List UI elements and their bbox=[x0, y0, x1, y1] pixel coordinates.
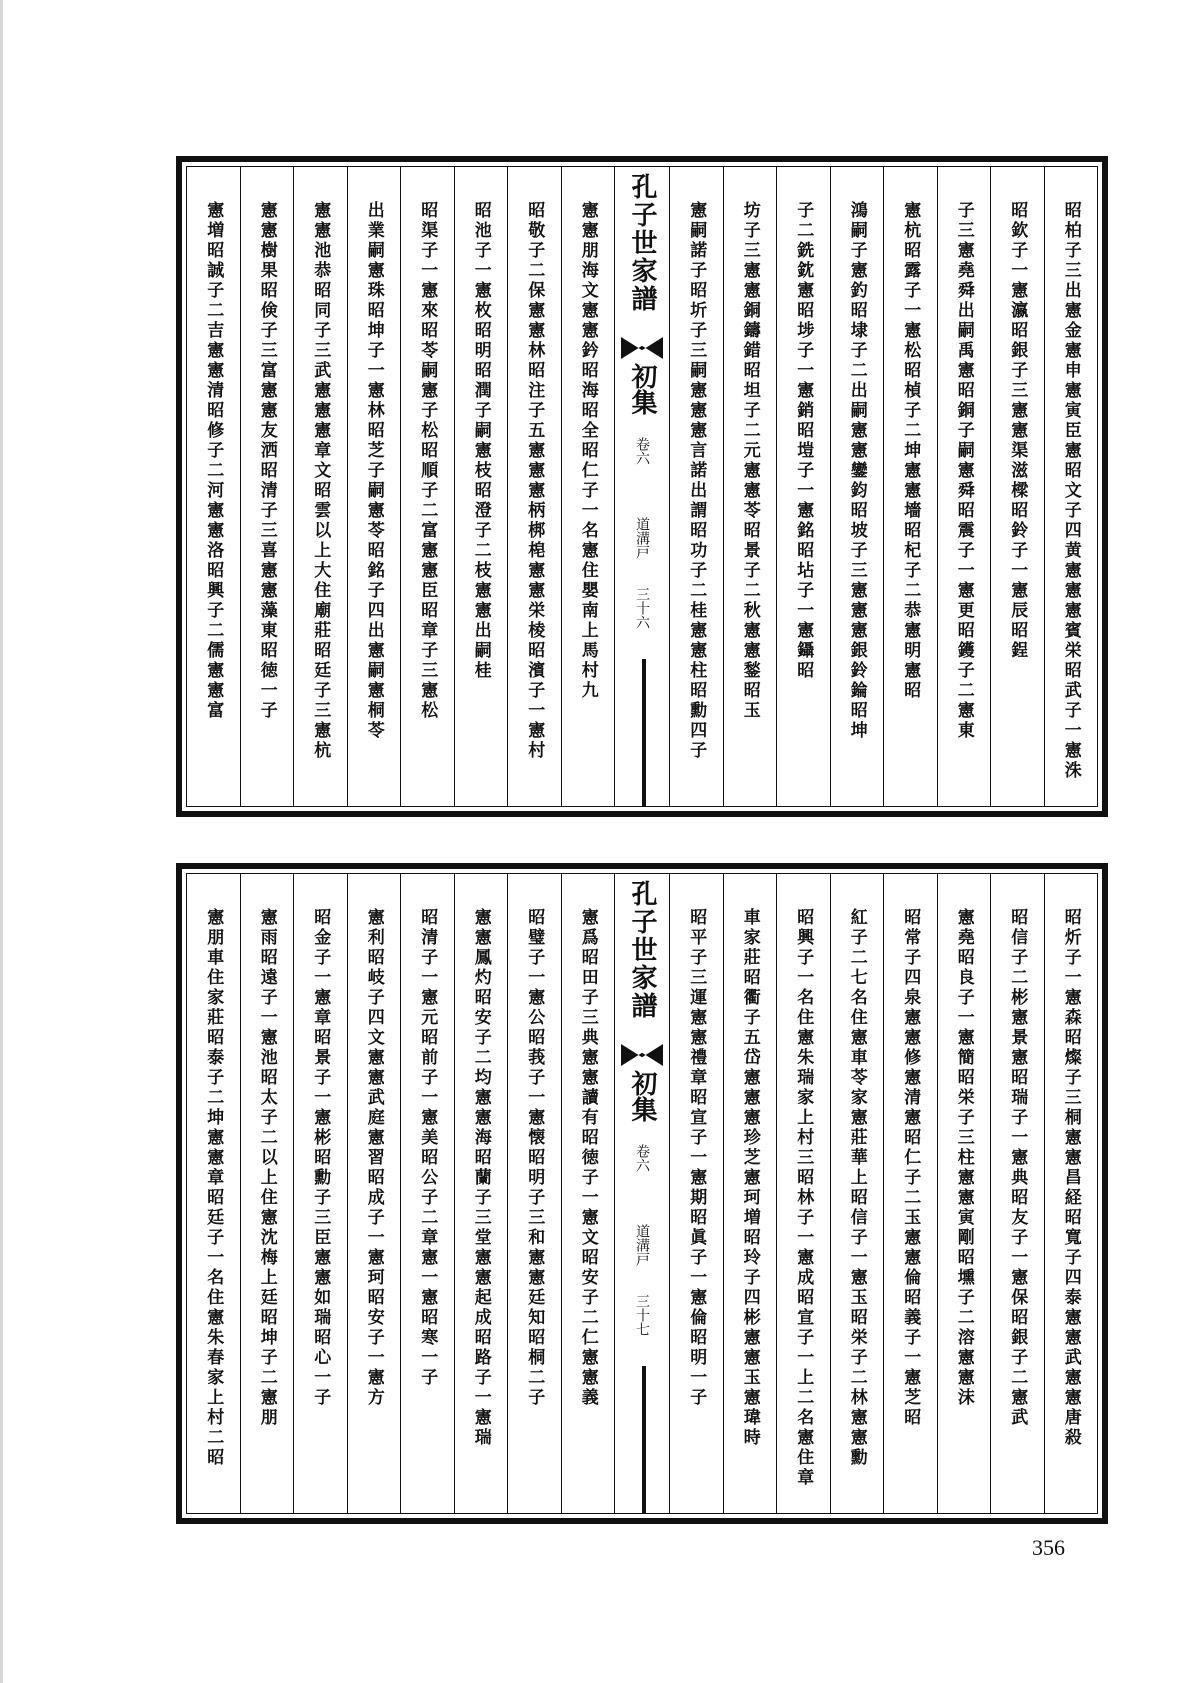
column-text: 憲増昭誠子二吉憲憲清昭修子二河憲憲洛昭興子二儒憲憲富 bbox=[203, 201, 224, 721]
column-text: 憲雨昭遠子一憲池昭太子二以上住憲沈梅上廷昭坤子二憲朋 bbox=[256, 908, 277, 1428]
text-column bbox=[937, 874, 991, 1513]
column-text: 憲憲樹果昭倹子三富憲憲友洒昭清子三喜憲憲藻東昭徳一子 bbox=[256, 201, 277, 721]
column-text: 子三憲堯舜出嗣禹憲昭銅子嗣憲舜昭震子一憲更昭鑊子二憲東 bbox=[953, 201, 974, 741]
text-column bbox=[776, 874, 830, 1513]
text-column bbox=[990, 167, 1044, 806]
text-column bbox=[507, 167, 561, 806]
text-column bbox=[883, 167, 937, 806]
book-title: 孔子世家譜 bbox=[627, 880, 657, 1020]
text-column bbox=[830, 167, 884, 806]
text-column bbox=[400, 167, 454, 806]
genealogy-page-bottom bbox=[176, 863, 1108, 1524]
column-text: 昭炘子一憲森昭燦子三桐憲憲昌経昭寬子四泰憲憲武憲憲唐殺 bbox=[1060, 908, 1081, 1448]
center-rule bbox=[642, 659, 646, 806]
column-text: 昭池子一憲枚昭明昭潤子嗣憲枝昭澄子二枝憲憲出嗣桂 bbox=[470, 201, 491, 681]
column-text: 昭清子一憲元昭前子一憲美昭公子二章憲一憲昭寒一子 bbox=[417, 908, 438, 1388]
column-text: 昭常子四泉憲憲修憲清憲昭仁子二玉憲憲倫昭義子一憲芝昭 bbox=[900, 908, 921, 1428]
text-column bbox=[990, 874, 1044, 1513]
column-text: 憲利昭岐子四文憲憲武庭憲習昭成子一憲珂昭安子一憲方 bbox=[363, 908, 384, 1408]
text-column bbox=[723, 167, 777, 806]
text-column bbox=[293, 167, 347, 806]
text-column bbox=[240, 874, 294, 1513]
column-text: 昭信子二彬憲景憲昭瑞子一憲典昭友子一憲保昭銀子二憲武 bbox=[1007, 908, 1028, 1428]
folio-label: 三十六 bbox=[634, 587, 650, 629]
text-column bbox=[347, 167, 401, 806]
text-column bbox=[240, 167, 294, 806]
text-column bbox=[187, 874, 240, 1513]
text-column bbox=[776, 167, 830, 806]
column-text: 昭欽子一憲瀛昭銀子三憲憲渠滋樑昭鈴子一憲辰昭鋥 bbox=[1007, 201, 1028, 661]
column-text: 憲朋車住家莊昭泰子二坤憲憲章昭廷子一名住憲朱春家上村二昭 bbox=[203, 908, 224, 1468]
page-edge bbox=[0, 0, 3, 1683]
text-column bbox=[347, 874, 401, 1513]
column-text: 子二銑鈂憲昭埗子一憲銷昭塏子一憲銘昭坫子一憲鑷昭 bbox=[793, 201, 814, 681]
text-column bbox=[293, 874, 347, 1513]
page-number: 356 bbox=[1032, 1535, 1065, 1560]
column-text: 昭興子一名住憲朱瑞家上村三昭林子一憲成昭宣子一上二名憲住章 bbox=[793, 908, 814, 1488]
text-column bbox=[883, 874, 937, 1513]
genealogy-page-top bbox=[176, 156, 1108, 817]
column-text: 昭璧子一憲公昭莪子一憲懐昭明子三和憲憲廷知昭桐二子 bbox=[524, 908, 545, 1408]
column-text: 鴻嗣子憲釣昭埭子二出嗣憲憲鑾鈞昭坡子三憲憲憲銀鈴錀昭坤 bbox=[846, 201, 867, 741]
center-margin bbox=[614, 167, 669, 806]
volume-label: 卷六 bbox=[634, 1144, 650, 1172]
column-text: 昭平子三運憲憲禮章昭宣子一憲期昭眞子一憲倫昭明一子 bbox=[686, 908, 707, 1408]
column-text: 昭金子一憲章昭景子一憲彬昭勳子三臣憲憲如瑞昭心一子 bbox=[310, 908, 331, 1408]
column-text: 憲憲池恭昭同子三武憲憲憲章文昭雲以上大住廟莊昭廷子三憲杭 bbox=[310, 201, 331, 761]
book-title: 孔子世家譜 bbox=[627, 173, 657, 313]
column-strip bbox=[187, 167, 1097, 806]
branch-label: 道溝戸 bbox=[634, 517, 650, 559]
folio-label: 三十七 bbox=[634, 1294, 650, 1336]
column-text: 憲嗣諾子昭圻子三嗣憲憲憲言諾出謂昭功子二桂憲憲柱昭勳四子 bbox=[686, 201, 707, 761]
text-column bbox=[830, 874, 884, 1513]
text-column bbox=[400, 874, 454, 1513]
column-text: 昭渠子一憲來昭苓嗣憲子松昭順子二富憲憲臣昭章子三憲松 bbox=[417, 201, 438, 721]
column-text: 憲堯昭良子一憲簡昭栄子三柱憲憲寅剛昭壎子二溶憲憲沫 bbox=[953, 908, 974, 1408]
column-text: 昭敬子二保憲憲林昭注子五憲憲憲柄梆梍憲憲栄棱昭濱子一憲村 bbox=[524, 201, 545, 761]
collection-label: 初集 bbox=[627, 363, 657, 415]
column-text: 憲爲昭田子三典憲憲讀有昭徳子一憲文昭安子二仁憲憲義 bbox=[577, 908, 598, 1408]
text-column bbox=[561, 874, 615, 1513]
text-column bbox=[561, 167, 615, 806]
column-text: 車家莊昭衢子五岱憲憲憲珍芝憲珂増昭玲子四彬憲憲玉憲瑋時 bbox=[739, 908, 760, 1448]
volume-label: 卷六 bbox=[634, 437, 650, 465]
branch-label: 道溝戸 bbox=[634, 1224, 650, 1266]
text-column bbox=[1044, 167, 1098, 806]
collection-label: 初集 bbox=[627, 1070, 657, 1122]
text-column bbox=[669, 167, 723, 806]
text-column bbox=[937, 167, 991, 806]
column-text: 憲憲朋海文憲憲鈐昭海昭全昭仁子一名憲住嬰南上馬村九 bbox=[577, 201, 598, 701]
column-text: 憲杭昭露子一憲松昭楨子二坤憲憲墻昭杞子二恭憲明憲昭 bbox=[900, 201, 921, 701]
column-text: 紅子二七名住憲車苓家憲莊華上昭信子一憲玉昭栄子二林憲憲勳 bbox=[846, 908, 867, 1468]
text-column bbox=[669, 874, 723, 1513]
text-column bbox=[1044, 874, 1098, 1513]
text-column bbox=[507, 874, 561, 1513]
fishtail-mark bbox=[621, 337, 663, 359]
column-text: 出業嗣憲珠昭坤子一憲林昭芝子嗣憲苓昭銘子四出憲嗣憲桐苓 bbox=[363, 201, 384, 741]
text-column bbox=[454, 874, 508, 1513]
fishtail-mark bbox=[621, 1044, 663, 1066]
column-strip bbox=[187, 874, 1097, 1513]
center-margin bbox=[614, 874, 669, 1513]
text-column bbox=[454, 167, 508, 806]
center-rule bbox=[642, 1366, 646, 1513]
column-text: 坊子三憲憲銅鑄錯昭坦子二元憲憲苓昭景子二秋憲憲鍫昭玉 bbox=[739, 201, 760, 721]
text-column bbox=[723, 874, 777, 1513]
column-text: 憲憲鳳灼昭安子二均憲憲海昭蘭子三堂憲憲起成昭路子一憲瑞 bbox=[470, 908, 491, 1448]
column-text: 昭柏子三出憲金憲申憲寅臣憲昭文子四黄憲憲憲賓栄昭武子一憲洙 bbox=[1060, 201, 1081, 781]
text-column bbox=[187, 167, 240, 806]
